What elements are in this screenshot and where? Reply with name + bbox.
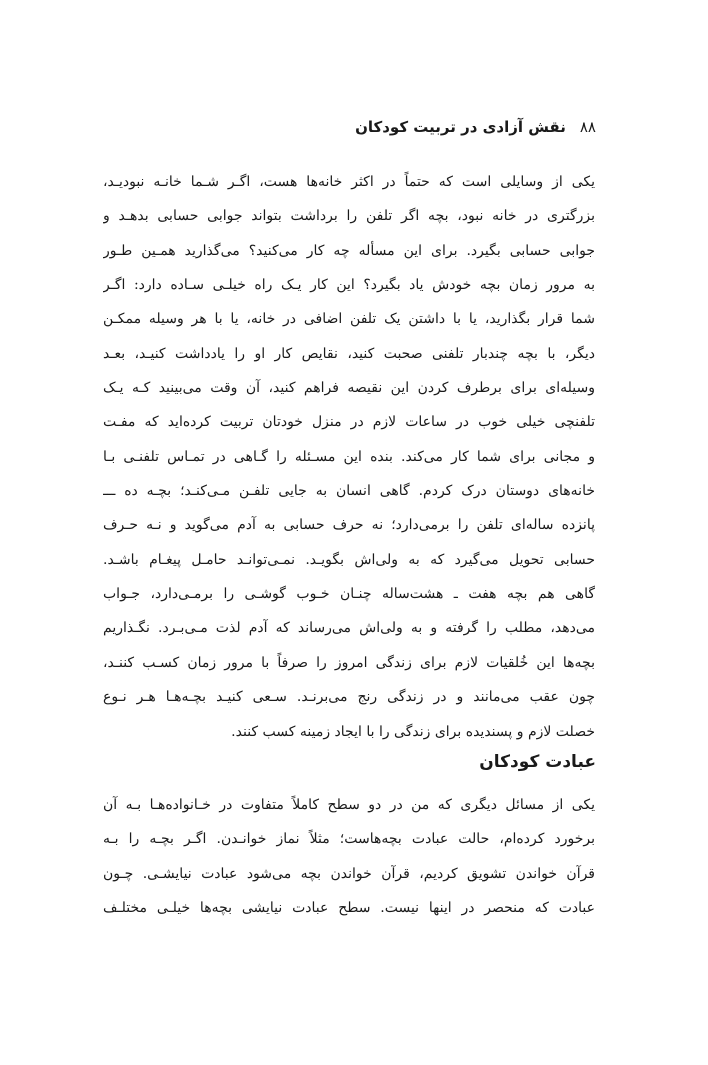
text-line: دیگر، با بچه چندبار تلفنی صحبت کنید، نقایص کار او را یادداشت کنیـد، بعـد [103, 345, 595, 362]
text-line: خصلت لازم و پسندیده برای زندگی را با ایجاد زمینه کسب کنند. [231, 723, 595, 740]
text-line: یکی از وسایلی است که حتماً در اکثر خانه‌ها هست، اگـر شـما خانـه نبودیـد، [103, 174, 595, 190]
text-line: بزرگتری در خانه نبود، بچه اگر تلفن را برداشت بتواند جوابی حسابی بدهـد و [103, 208, 595, 225]
paragraph-1 [103, 165, 595, 749]
running-header [0, 118, 596, 136]
text-line: تلفنچی خیلی خوب در ساعات لازم در منزل خودتان تربیت کرده‌اید که مفـت [103, 414, 595, 431]
text-line: وسیله‌ای برای برطرف کردن این نقیصه فراهم کنید، آن وقت می‌بینید کـه یـک [103, 380, 595, 397]
text-line: برخورد کرده‌ام، حالت عبادت بچه‌هاست؛ مثلاً نماز خوانـدن. اگـر بچـه را بـه [103, 831, 595, 848]
text-line: چون عقب می‌مانند و در زندگی رنج می‌برنـد. سـعی کنیـد بچـه‌هـا هـر نـوع [103, 689, 595, 706]
text-line: و مجانی برای شما کار می‌کند. بنده این مسـئله را گـاهی در تمـاس تلفنـی بـا [103, 448, 595, 465]
text-line: عبادت که منحصر در اینها نیست. سطح عبادت نیایشی بچه‌ها خیلـی مختلـف [103, 900, 595, 917]
running-title: نقش آزادی در تربیت کودکان [355, 118, 566, 136]
text-line: یکی از مسائل دیگری که من در دو سطح کاملاً متفاوت در خـانواده‌هـا بـه آن [103, 797, 595, 813]
text-line: قرآن خواندن تشویق کردیم، قرآن خواندن بچه می‌شود عبادت نیایشـی. چـون [103, 865, 595, 882]
page-number: ۸۸ [579, 118, 596, 136]
text-line: شما قرار بگذارید، یا با داشتن یک تلفن اضافی در خانه، یا با هر وسیله ممکـن [103, 311, 595, 328]
text-line: می‌دهد، مطلب را گرفته و به ولی‌اش می‌رساند که آدم لذت مـی‌بـرد. نگـذاریم [103, 620, 595, 637]
text-line: پانزده ساله‌ای تلفن را برمی‌دارد؛ نه حرف حسابی به آدم می‌گوید و نـه حـرف [103, 517, 595, 534]
text-line: گاهی هم بچه هفت ـ هشت‌ساله چنـان خـوب گوشـی را برمـی‌دارد، جـواب [103, 586, 595, 603]
text-line: به مرور زمان بچه خودش یاد بگیرد؟ این کار یـک راه خیلـی سـاده دارد: اگـر [103, 277, 595, 294]
section-heading: عبادت کودکان [479, 752, 596, 772]
text-line: حسابی تحویل می‌گیرد که به ولی‌اش بگویـد. نمـی‌توانـد حامـل پیغـام باشـد. [103, 551, 595, 568]
text-line: بچه‌ها این خُلقیات لازم برای زندگی امروز را صرفاً با مرور زمان کسـب کننـد، [103, 654, 595, 671]
text-line: خانه‌های دوستان درک کردم. گاهی انسان به جایی تلفـن مـی‌کنـد؛ بچـه ده ـــ [103, 483, 595, 500]
paragraph-2 [103, 788, 595, 925]
text-line: جوابی حسابی بگیرد. برای این مسأله چه کار می‌کنید؟ می‌گذارید همـین طـور [103, 242, 595, 259]
